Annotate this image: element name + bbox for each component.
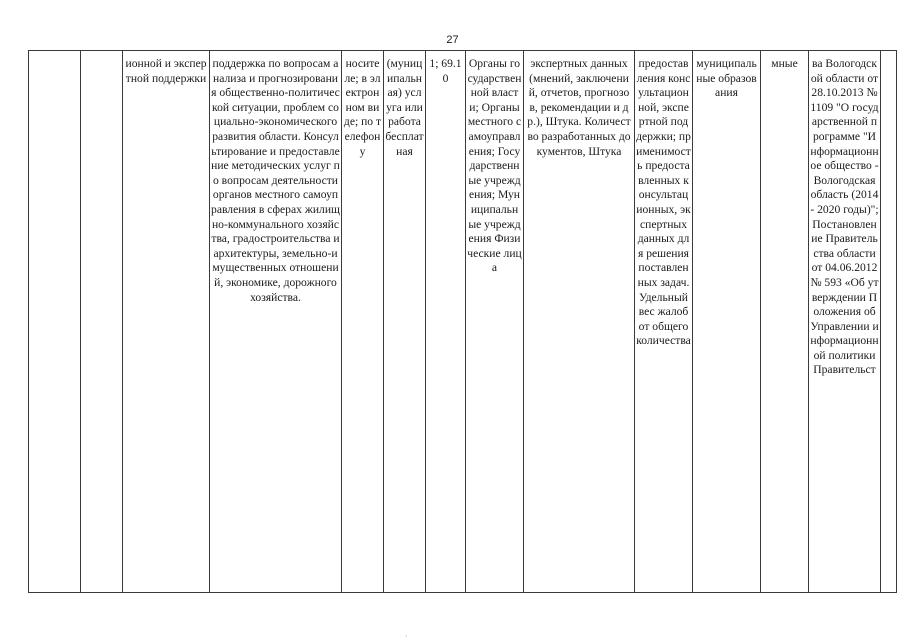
cell-volume-indicators: экспертных данных (мнений, заключений, отчетов, прогнозов, рекомендации и др.), Штука. Количество разработанных документов, Штука <box>524 51 635 593</box>
cell-edge <box>881 51 897 593</box>
table-row <box>29 51 897 593</box>
document-table <box>28 50 897 593</box>
cell-empty-2 <box>81 51 123 593</box>
cell-municipal-units: муниципальные образования <box>693 51 761 593</box>
cell-service-type: (муниципальная) услуга или работа бесплатная <box>384 51 426 593</box>
cell-quality-indicators: предоставления консультационной, экспертной поддержки; применимость предоставленных консультационных, экспертных данных для решения поставленных задач. Удельный вес жалоб от общего количества <box>635 51 693 593</box>
cell-codes: 1; 69.10 <box>426 51 466 593</box>
cell-legal-basis: ва Вологодской области от 28.10.2013 № 1109 "О государственной программе "Информационное общество - Вологодская область (2014 - 2020 годы)"; Постановление Правительства области от 04.06.2012 № 593 «Об утверждении Положения об Управлении информационной политики Правительст <box>809 51 881 593</box>
cell-empty-1 <box>29 51 81 593</box>
cell-service-description: поддержка по вопросам анализа и прогнозирования общественно-политической ситуации, проблем социально-экономического развития области. Консультирование и предоставление методических услуг по вопросам деятельности органов местного самоуправления в сферах жилищно-коммунального хозяйства, градостроительства и архитектуры, земельно-имущественных отношений, экономике, дорожного хозяйства. <box>210 51 342 593</box>
cell-support-type: ионной и экспертной поддержки <box>123 51 210 593</box>
scan-mark: · <box>405 632 408 641</box>
cell-partial-text: мные <box>761 51 809 593</box>
page-number: 27 <box>446 34 459 46</box>
cell-delivery-form: носителе; в электронном виде; по телефону <box>342 51 384 593</box>
cell-consumers: Органы государственной власти; Органы местного самоуправления; Государственные учреждения; Муниципальные учреждения Физические лица <box>466 51 524 593</box>
